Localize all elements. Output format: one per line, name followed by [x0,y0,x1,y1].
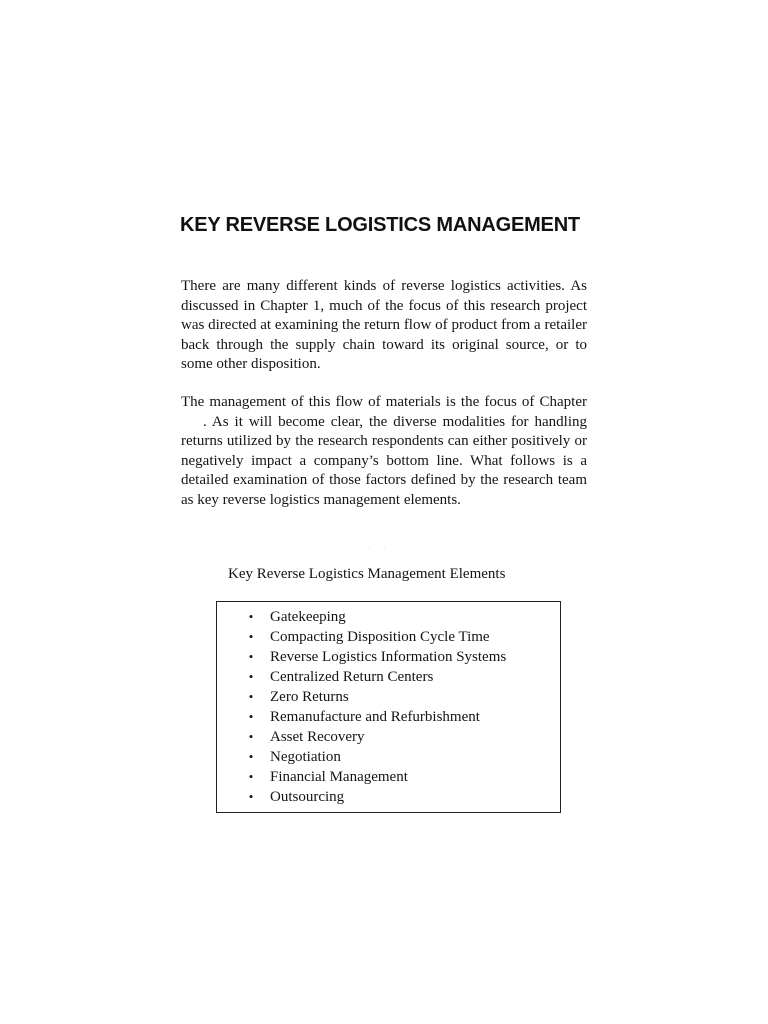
list-item-label: Centralized Return Centers [270,669,434,685]
bullet-icon: • [248,649,254,664]
list-item [244,687,506,707]
paragraph-intro: There are many different kinds of reverse logistics activities. As discussed in Chapter 1, much of the focus of this research project was directed at examining the return flow of product from a retailer back through the supply chain toward its original source, or to some other disposition. [181,278,587,372]
elements-list-title: Key Reverse Logistics Management Elements [228,566,506,582]
list-item-label: Compacting Disposition Cycle Time [270,629,490,645]
bullet-icon: • [248,729,254,744]
list-item [244,707,506,727]
bullet-icon: • [248,789,254,804]
bullet-icon: • [248,749,254,764]
list-item [244,787,506,807]
bullet-icon: • [248,769,254,784]
list-item-label: Remanufacture and Refurbishment [270,709,480,725]
list-item [244,727,506,747]
list-item-label: Negotiation [270,749,341,765]
elements-list [244,607,506,807]
paragraph-management [181,393,587,510]
list-item-label: Financial Management [270,769,408,785]
list-item-label: Gatekeeping [270,609,346,625]
list-item [244,767,506,787]
bullet-icon: • [248,669,254,684]
paragraph-management-end: As it will become clear, the diverse modalities for handling returns utilized by the research respondents can either positively or negatively impact a company’s bottom line. What follows is a detailed examination of those factors defined by the research team as key reverse logistics management elements. [181,413,587,508]
list-item-label: Outsourcing [270,789,345,805]
chapter-mark: . [203,413,207,430]
list-item [244,607,506,627]
list-item [244,647,506,667]
bullet-icon: • [248,689,254,704]
bullet-icon: • [248,609,254,624]
list-item-label: Reverse Logistics Information Systems [270,649,507,665]
list-item [244,667,506,687]
list-item [244,747,506,767]
list-item [244,627,506,647]
list-item-label: Zero Returns [270,689,349,705]
bullet-icon: • [248,709,254,724]
page-title: KEY REVERSE LOGISTICS MANAGEMENT [180,214,580,236]
faint-marks: · · · [368,546,407,552]
bullet-icon: • [248,629,254,644]
paragraph-management-start: The management of this flow of materials is the focus of Chapter [181,394,587,410]
list-item-label: Asset Recovery [270,729,365,745]
